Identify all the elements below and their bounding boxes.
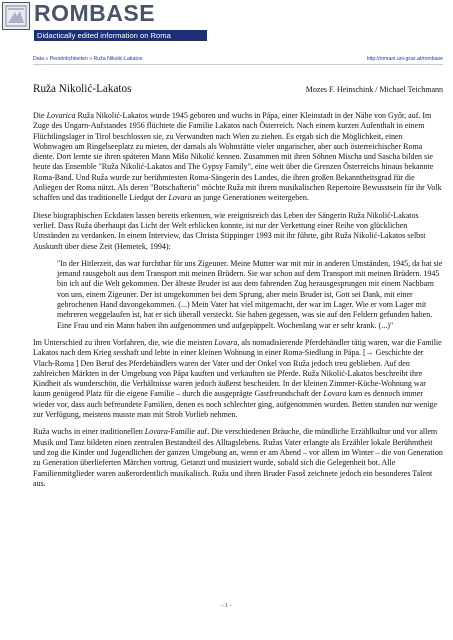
text-run: Ruža wuchs in einer traditionellen: [33, 427, 145, 437]
interview-quote: [57, 259, 443, 331]
header-divider: [33, 64, 443, 65]
site-url[interactable]: http://romani.uni-graz.at/rombase: [366, 56, 443, 62]
document-authors: Mozes F. Heinschink / Michael Teichmann: [305, 85, 443, 94]
paragraph-history: [33, 338, 443, 420]
text-run: -Familie auf. Die verschiedenen Bräuche, die mündliche Erzählkultur und vor allem Musik und Tanz bildeten einen zentralen Bestandteil des Alltagslebens. Ružas Vater erlangte als Erzähler lokale Berühmtheit und zog die Kinder und Jugendlichen der ganzen Umgebung an, wenn er am Abend – vor allem im Winter – die von Generation zu Generation überlieferten Märchen vortrug. Getanzt und musiziert wurde, sobald sich die Gelegenheit bot. Alle Familienmitglieder waren außerordentlich musikalisch. Ruža und ihren Bruder Fasoš zeichnete jedoch ein besonderes Talent aus.: [33, 427, 443, 488]
paragraph-family: [33, 427, 443, 489]
site-header: [0, 0, 453, 56]
italic-term: Lovara: [168, 193, 192, 203]
text-run: Diese biographischen Eckdaten lassen bereits erkennen, wie ereignisreich das Leben der Sängerin Ruža Nikolić-Lakatos verlief. Dass Ruža überhaupt das Licht der Welt erblicken konnte, ist nur der Verkettung einer Reihe von glücklichen Umständen zu verdanken. In einem Interview, das Christa Stippinger 1993 mit ihr führte, gibt Ruža Nikolić-Lakatos selbst Auskunft über diese Zeit (Hemetek, 1994):: [33, 210, 426, 251]
text-run: , als nomadisierende Pferdehändler tätig waren, war die Familie Lakatos nach dem Krieg sesshaft und lebte in einer kleinen Wohnung in einer Roma-Siedlung in Pápa. [→ Geschichte der Vlach-Roma ] Den Beruf des Pferdehändlers waren der Vater und der Onkel von Ruža jedoch treu geblieben. Auf den zahlreichen Märkten in der Umgebung von Pápa kauften und verkauften sie Pferde. Ruža Nikolić-Lakatos beschreibt ihre Kindheit als wunderschön, die Verhältnisse waren jedoch äußerst bescheiden. In der kleinen Zimmer-Küche-Wohnung war kaum genügend Platz für die eigene Familie – durch die ausgeprägte Gastfreundschaft der: [33, 337, 442, 399]
text-run: "In der Hitlerzeit, das war furchtbar für uns Zigeuner. Meine Mutter war mit mir in anderen Umständen, 1945, da hat sie jemand rausgeholt aus dem Transport mit meinen Brüdern. Sie war schon auf dem Transport mit meinen Brüdern. 1945 bin ich auf die Welt gekommen. Der älteste Bruder ist aus dem fahrenden Zug herausgesprungen mit einem Nachbarn von uns, einem Zigeuner. Der ist umgekommen bei dem Sprung, aber mein Bruder ist, Gott sei Dank, mit einer gebrochenen Hand davongekommen. (...) Mein Vater hat viel mitgemacht, der war im Lager. Wie er vom Lager mit mehreren weggelaufen ist, hat er sich überall versteckt. Sie haben gegessen, was sie auf den Feldern gefunden haben. Eine Frau und ein Mann haben ihn aufgenommen und aufgepäppelt. Wochenlang war er sehr krank. (...)": [57, 258, 443, 330]
breadcrumb-bar: [33, 54, 443, 64]
breadcrumb[interactable]: Data » Persönlichkeiten » Ruža Nikolić-Lakatos: [33, 56, 143, 62]
site-title[interactable]: ROMBASE: [34, 0, 156, 26]
text-run: an junge Generationen weitergeben.: [191, 193, 309, 203]
site-subtitle: Didactically edited information on Roma: [34, 30, 207, 41]
text-run: Ruža Nikolić-Lakatos wurde 1945 geboren und wuchs in Pápa, einer Kleinstadt in der Nähe von Győr, auf. Im Zuge des Ungarn-Aufstandes 1956 flüchtete die Familie Lakatos nach Österreich. Nach einem kurzen Aufenthalt in einem Flüchtlingslager in Tirol beschlossen sie, zu Verwandten nach Wien zu ziehen. Es ergab sich die Möglichkeit, einen Wohnwagen am Ringelseeplatz zu mieten, der damals als Wohnstätte vieler ungarischer, aber auch österreichischer Roma diente. Dort lernte sie ihren späteren Mann Mišo Nikolić kennen. Zusammen mit ihren Söhnen Mischa und Sascha bilden sie heute das Ensemble "Ruža Nikolić-Lakatos and The Gypsy Family", eine weit über die Grenzen Österreichs hinaus bekannte Roma-Band. Und Ruža wurde zur berühmtesten Roma-Sängerin des Landes, die ihren großen Bekanntheitsgrad für die Anliegen der Roma nützt. Als deren "Botschafterin" möchte Ruža mit ihrem musikalischen Repertoire Bewusstsein für ihr Volk schaffen und das traditionelle Liedgut der: [33, 111, 442, 203]
italic-term: Lovarica: [46, 111, 76, 120]
paragraph-intro: [33, 111, 443, 204]
italic-term: Lovara: [214, 337, 238, 347]
document-titlebar: [33, 83, 443, 97]
text-run: kam es dennoch immer wieder vor, dass auch befreundete Familien, denen es noch schlechter ging, aufgenommen wurden. Betten standen nur wenige zur Verfügung, meistens musste man mit Stroh Vorlieb nehmen.: [33, 389, 437, 420]
text-run: Im Unterschied zu ihren Vorfahren, die, wie die meisten: [33, 337, 215, 347]
italic-term: Lovara: [144, 427, 168, 437]
document-title: Ruža Nikolić-Lakatos: [33, 83, 132, 95]
rombase-logo-icon: [2, 2, 30, 30]
page-number: - 1 -: [221, 603, 232, 609]
document-body: [33, 111, 443, 496]
italic-term: Lovara: [323, 389, 347, 399]
text-run: Die: [33, 111, 47, 120]
paragraph-biography: [33, 211, 443, 252]
